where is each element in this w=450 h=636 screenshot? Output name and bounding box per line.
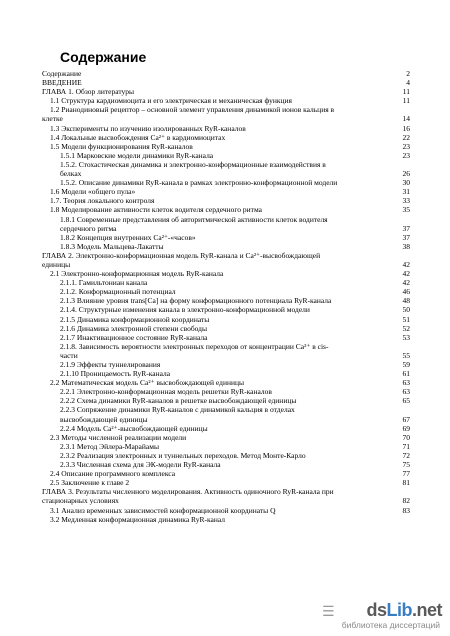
toc-entry-text: 2.1.5 Динамика конформационной координаты — [60, 314, 210, 324]
toc-entry-page: 30 — [402, 178, 410, 188]
toc-entry-page: 31 — [402, 187, 410, 197]
toc-entry-text: 2.2.4 Модель Ca²⁺-высвобождающей единицы — [60, 423, 208, 433]
toc-entry-page: 35 — [402, 205, 410, 215]
toc-entry-text: 2.1.3 Влияние уровня trans[Ca] на форму конформационного потенциала RyR-канала — [60, 296, 332, 306]
toc-entry — [42, 278, 410, 287]
toc-entry-text: 1.1 Структура кардиомиоцита и его электрическая и механическая функция — [50, 96, 293, 106]
toc-entry — [42, 378, 410, 387]
toc-entry-text: 1.5.2. Стохастическая динамика и электронно-конформационные взаимодействия в — [60, 159, 326, 169]
toc-entry-page: 65 — [402, 396, 410, 406]
toc-entry-text: 2.3.1 Метод Эйлера-Марайамы — [60, 441, 159, 451]
toc-entry — [42, 169, 410, 178]
toc-entry-page: 26 — [402, 169, 410, 179]
toc-entry-text: 2.2 Математическая модель Ca²⁺ высвобождающей единицы — [50, 378, 245, 388]
toc-entry-text: 1.5.1 Марковские модели динамики RyR-канала — [60, 150, 214, 160]
toc-entry-text: 2.1.1. Гамильтониан канала — [60, 278, 148, 288]
toc-entry — [42, 478, 410, 487]
toc-entry-page: 11 — [402, 96, 410, 106]
toc-entry-text: 1.8.2 Концепция внутренних Ca²⁺-«часов» — [60, 232, 196, 242]
toc-entry — [42, 305, 410, 314]
toc-entry-text: 2.1 Электронно-конформационная модель RyR-канала — [50, 269, 224, 279]
watermark-logo: dsLib.net — [366, 600, 442, 620]
toc-entry-text: единицы — [42, 259, 71, 269]
toc-entry — [42, 69, 410, 78]
toc-entry — [42, 87, 410, 96]
toc-entry-page: 37 — [402, 223, 410, 233]
toc-entry — [42, 324, 410, 333]
toc-entry-text: сердечного ритма — [60, 223, 117, 233]
toc-entry-text: 2.1.9 Эффекты туннелирования — [60, 360, 161, 369]
toc-entry-text: части — [60, 350, 78, 360]
toc-entry — [42, 469, 410, 478]
toc-entry-text: белках — [60, 169, 82, 179]
toc-entry-page: 69 — [402, 423, 410, 433]
toc-entry — [42, 287, 410, 296]
toc-entry — [42, 96, 410, 105]
toc-entry-page: 83 — [402, 505, 410, 515]
toc-entry-text: ГЛАВА 2. Электронно-конформационная модель RyR-канала и Ca²⁺-высвобождающей — [42, 250, 321, 260]
toc-entry — [42, 105, 410, 114]
toc-entry — [42, 451, 410, 460]
toc-entry — [42, 442, 410, 451]
toc-entry — [42, 515, 410, 524]
toc-entry-text: 2.1.10 Проницаемость RyR-канала — [60, 369, 171, 379]
toc-entry-page: 77 — [402, 469, 410, 479]
toc-entry-page: 63 — [402, 387, 410, 397]
toc-entry-page: 63 — [402, 378, 410, 388]
toc-entry-text: 2.1.2. Конформационный потенциал — [60, 287, 176, 297]
toc-entry — [42, 224, 410, 233]
watermark — [322, 600, 442, 630]
toc-entry-text: 1.4 Локальные высвобождения Ca²⁺ в кардиомиоцитах — [50, 132, 226, 142]
toc-entry — [42, 506, 410, 515]
toc-entry-text: 2.1.6 Динамика электронной степени свободы — [60, 323, 208, 333]
toc-entry-page: 33 — [402, 196, 410, 206]
toc-entry — [42, 269, 410, 278]
watermark-subtitle: библиотека диссертаций — [341, 620, 440, 630]
toc-entry-page: 59 — [402, 360, 410, 369]
toc-entry-page: 48 — [402, 296, 410, 306]
toc-entry — [42, 160, 410, 169]
toc-entry-text: 1.6 Модели «общего пула» — [50, 187, 136, 197]
toc-entry-text: 1.7. Теория локального контроля — [50, 196, 155, 206]
toc-entry-text: ГЛАВА 3. Результаты численного моделирования. Активность одиночного RyR-канала при — [42, 487, 334, 497]
toc-entry — [42, 242, 410, 251]
toc-entry — [42, 251, 410, 260]
toc-entry-page: 37 — [402, 232, 410, 242]
toc-entry — [42, 415, 410, 424]
toc-entry-page: 23 — [402, 150, 410, 160]
toc-entry-page: 67 — [402, 414, 410, 424]
toc-entry-text: Содержание — [42, 69, 82, 78]
toc-entry-page: 38 — [402, 241, 410, 251]
toc-entry-page: 42 — [402, 278, 410, 288]
toc-entry — [42, 460, 410, 469]
toc-entry-text: 1.2 Рианодиновый рецептор – основной элемент управления динамикой ионов кальция в — [50, 105, 335, 115]
toc-entry — [42, 215, 410, 224]
toc-entry — [42, 369, 410, 378]
toc-entry-page: 42 — [402, 269, 410, 279]
toc-entry-text: 3.2 Медленная конформационная динамика RyR-канал — [50, 514, 226, 524]
toc-entry-page: 4 — [406, 78, 410, 88]
toc-entry — [42, 205, 410, 214]
toc-entry-page: 81 — [402, 478, 410, 488]
toc-entry-text: 2.3.3 Численная схема для ЭК-модели RyR-канала — [60, 460, 221, 470]
toc-entry-page: 42 — [402, 259, 410, 269]
toc-entry-text: 3.1 Анализ временных зависимостей конформационной координаты Q — [50, 505, 276, 515]
toc-entry — [42, 187, 410, 196]
toc-entry-text: 1.5 Модели функционирования RyR-каналов — [50, 141, 193, 151]
toc-entry-text: 2.5 Заключение к главе 2 — [50, 478, 130, 488]
toc-entry-page: 46 — [402, 287, 410, 297]
toc-entry-text: 1.3 Эксперименты по изучению изолированных RyR-каналов — [50, 123, 246, 133]
toc-entry — [42, 233, 410, 242]
toc-entry-text: 2.2.3 Сопряжение динамики RyR-каналов с динамикой кальция в отделах — [60, 405, 295, 415]
toc-entry-text: ВВЕДЕНИЕ — [42, 78, 82, 88]
toc-entry-page: 51 — [402, 314, 410, 324]
toc-entry — [42, 78, 410, 87]
toc-entry — [42, 178, 410, 187]
toc-entry-page: 16 — [402, 123, 410, 133]
toc-entry-page: 11 — [402, 87, 410, 97]
toc-entry — [42, 360, 410, 369]
toc-entry-text: 2.4 Описание программного комплекса — [50, 469, 176, 479]
toc-entry-page: 75 — [402, 460, 410, 470]
toc-entry-text: клетке — [42, 114, 63, 124]
toc-entry-text: стационарных условиях — [42, 496, 119, 506]
toc-entry — [42, 114, 410, 123]
toc-entry — [42, 487, 410, 496]
toc-entry — [42, 260, 410, 269]
toc-entry-page: 61 — [402, 369, 410, 379]
toc-entry — [42, 387, 410, 396]
table-of-contents — [42, 69, 410, 524]
toc-entry-page: 23 — [402, 141, 410, 151]
toc-entry — [42, 405, 410, 414]
toc-entry-page: 14 — [402, 114, 410, 124]
toc-entry-page: 52 — [402, 323, 410, 333]
toc-entry-page: 2 — [406, 69, 410, 78]
toc-entry-page: 50 — [402, 305, 410, 315]
toc-entry-text: 1.8.3 Модель Мальцева-Лакатты — [60, 241, 164, 251]
toc-entry — [42, 433, 410, 442]
toc-entry-text: 2.1.8. Зависимость вероятности электронных переходов от концентрации Ca²⁺ в cis- — [60, 341, 329, 351]
toc-entry — [42, 133, 410, 142]
toc-entry-page: 53 — [402, 332, 410, 342]
toc-entry — [42, 296, 410, 305]
toc-entry — [42, 315, 410, 324]
toc-entry — [42, 351, 410, 360]
toc-entry — [42, 396, 410, 405]
toc-entry-page: 71 — [402, 441, 410, 451]
toc-entry-page: 55 — [402, 350, 410, 360]
toc-entry-text: 2.2.2 Схема динамики RyR-каналов в решетке высвобождающей единицы — [60, 396, 297, 406]
toc-entry-page: 70 — [402, 432, 410, 442]
toc-entry-text: высвобождающей единицы — [60, 414, 148, 424]
toc-entry-text: 1.8 Моделирование активности клеток водителя сердечного ритма — [50, 205, 262, 215]
toc-entry — [42, 151, 410, 160]
toc-entry-text: 2.2.1 Электронно-конформационная модель решетки RyR-каналов — [60, 387, 272, 397]
toc-entry-text: 1.5.2. Описание динамики RyR-канала в рамках электронно-конформационной модели — [60, 178, 338, 188]
toc-entry — [42, 142, 410, 151]
toc-entry-text: 2.3 Методы численной реализации модели — [50, 432, 187, 442]
book-icon: ☰ — [322, 603, 335, 619]
toc-entry-page: 82 — [402, 496, 410, 506]
toc-entry — [42, 342, 410, 351]
toc-entry-text: 2.1.7 Инактивационное состояние RyR-канала — [60, 332, 208, 342]
toc-entry-page: 22 — [402, 132, 410, 142]
toc-entry — [42, 496, 410, 505]
toc-entry-text: ГЛАВА 1. Обзор литературы — [42, 87, 135, 97]
toc-entry-text: 2.1.4. Структурные изменения канала в электронно-конформационной модели — [60, 305, 310, 315]
toc-entry-page: 72 — [402, 450, 410, 460]
toc-entry-text: 1.8.1 Современные представления об авторитмической активности клеток водителя — [60, 214, 328, 224]
toc-entry — [42, 124, 410, 133]
toc-entry — [42, 196, 410, 205]
toc-entry-text: 2.3.2 Реализация электронных и туннельных переходов. Метод Монте-Карло — [60, 450, 306, 460]
toc-entry — [42, 424, 410, 433]
toc-entry — [42, 333, 410, 342]
page-title: Содержание — [60, 49, 147, 65]
